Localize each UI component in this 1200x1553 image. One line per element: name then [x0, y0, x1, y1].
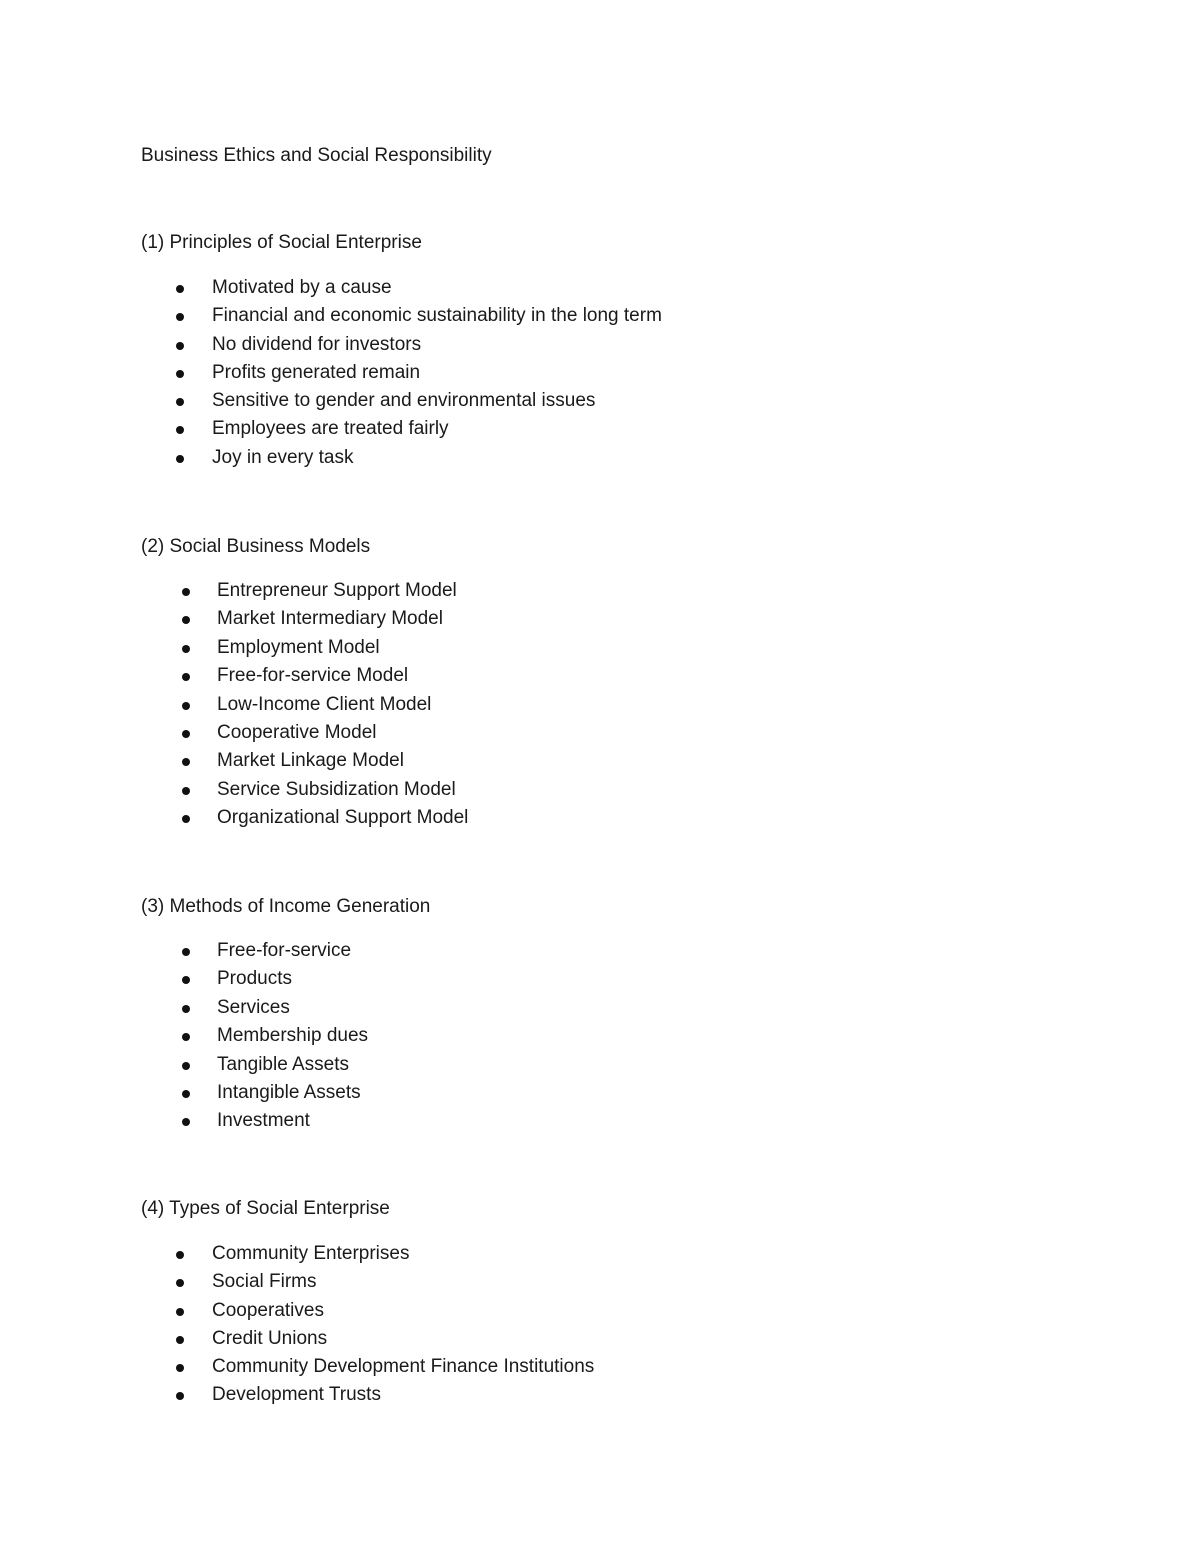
section-heading: (1) Principles of Social Enterprise: [141, 232, 422, 253]
list-item-text: Market Linkage Model: [217, 750, 404, 772]
list-item: [141, 1327, 390, 1355]
list-item-text: Tangible Assets: [217, 1053, 350, 1075]
list-item-text: Social Firms: [212, 1271, 317, 1293]
list-item: [141, 996, 430, 1024]
list-item: [141, 636, 380, 664]
list-item: [141, 276, 422, 304]
bullet-icon: [182, 616, 190, 624]
bullet-icon: [176, 1279, 184, 1287]
list-item-text: Credit Unions: [212, 1327, 328, 1349]
list-item: [141, 967, 430, 995]
bullet-icon: [176, 370, 184, 378]
list-item: [141, 446, 422, 474]
list-item-text: Employees are treated fairly: [212, 418, 449, 440]
list-item: [141, 361, 422, 389]
bullet-icon: [176, 1336, 184, 1344]
list-item-text: Market Intermediary Model: [217, 608, 443, 630]
bullet-icon: [176, 313, 184, 321]
list-item: [141, 1383, 390, 1411]
list-item: [141, 721, 377, 749]
list-item-text: Profits generated remain: [212, 361, 421, 383]
bullet-icon: [176, 455, 184, 463]
list-item: [141, 1081, 430, 1109]
bullet-list: [141, 939, 430, 1138]
section-income-generation: [141, 895, 430, 1138]
bullet-icon: [176, 1392, 184, 1400]
section-principles: [141, 231, 662, 474]
bullet-icon: [176, 1308, 184, 1316]
list-item-text: Motivated by a cause: [212, 277, 392, 298]
list-item-text: Entrepreneur Support Model: [217, 580, 457, 601]
list-item-text: Service Subsidization Model: [217, 778, 456, 800]
list-item-text: Cooperatives: [212, 1299, 324, 1321]
bullet-list: [141, 1242, 595, 1412]
bullet-icon: [176, 285, 184, 293]
list-item: [141, 1242, 410, 1270]
bullet-icon: [182, 730, 190, 738]
bullet-list: [141, 579, 469, 835]
section-heading: (2) Social Business Models: [141, 536, 371, 557]
section-business-models: [141, 535, 469, 835]
list-item-text: Organizational Support Model: [217, 807, 469, 829]
section-enterprise-types: [141, 1197, 595, 1412]
section-heading: (4) Types of Social Enterprise: [141, 1198, 390, 1219]
bullet-icon: [176, 398, 184, 406]
list-item-text: Free-for-service Model: [217, 665, 409, 687]
bullet-icon: [182, 815, 190, 823]
bullet-icon: [182, 758, 190, 766]
list-item: [141, 1299, 390, 1327]
list-item: [141, 749, 404, 777]
bullet-icon: [182, 702, 190, 710]
list-item-text: Investment: [217, 1110, 310, 1132]
bullet-icon: [182, 1005, 190, 1013]
document-title: Business Ethics and Social Responsibility: [141, 145, 492, 166]
list-item: [141, 304, 662, 332]
list-item-text: Cooperative Model: [217, 721, 377, 743]
bullet-icon: [182, 588, 190, 596]
list-item: [141, 1024, 430, 1052]
list-item-text: Community Enterprises: [212, 1243, 410, 1264]
list-item-text: Community Development Finance Institutions: [212, 1356, 595, 1378]
list-item: [141, 417, 449, 445]
list-item-text: Employment Model: [217, 636, 380, 658]
list-item-text: Free-for-service: [217, 940, 352, 961]
list-item: [141, 1109, 430, 1137]
bullet-icon: [182, 673, 190, 681]
list-item: [141, 1053, 430, 1081]
bullet-icon: [182, 1033, 190, 1041]
list-item: [141, 664, 409, 692]
list-item: [141, 1270, 390, 1298]
list-item-text: Membership dues: [217, 1025, 369, 1047]
bullet-icon: [182, 1118, 190, 1126]
list-item: [141, 939, 430, 967]
list-item: [141, 579, 457, 607]
list-item: [141, 778, 456, 806]
bullet-icon: [176, 342, 184, 350]
list-item: [141, 1355, 595, 1383]
list-item: [141, 389, 596, 417]
bullet-icon: [176, 1251, 184, 1259]
bullet-icon: [182, 1090, 190, 1098]
list-item-text: Intangible Assets: [217, 1081, 361, 1103]
bullet-icon: [176, 426, 184, 434]
list-item-text: No dividend for investors: [212, 333, 422, 355]
bullet-list: [141, 276, 662, 474]
list-item-text: Low-Income Client Model: [217, 693, 432, 715]
bullet-icon: [182, 948, 190, 956]
list-item: [141, 693, 432, 721]
list-item: [141, 806, 469, 834]
bullet-icon: [176, 1364, 184, 1372]
list-item-text: Joy in every task: [212, 446, 354, 468]
bullet-icon: [182, 1062, 190, 1070]
list-item: [141, 607, 443, 635]
list-item: [141, 333, 422, 361]
bullet-icon: [182, 787, 190, 795]
section-heading: (3) Methods of Income Generation: [141, 896, 431, 917]
list-item-text: Sensitive to gender and environmental issues: [212, 390, 596, 412]
bullet-icon: [182, 976, 190, 984]
list-item-text: Development Trusts: [212, 1384, 381, 1406]
list-item-text: Services: [217, 996, 290, 1018]
list-item-text: Products: [217, 968, 292, 990]
list-item-text: Financial and economic sustainability in the long term: [212, 305, 662, 327]
bullet-icon: [182, 645, 190, 653]
